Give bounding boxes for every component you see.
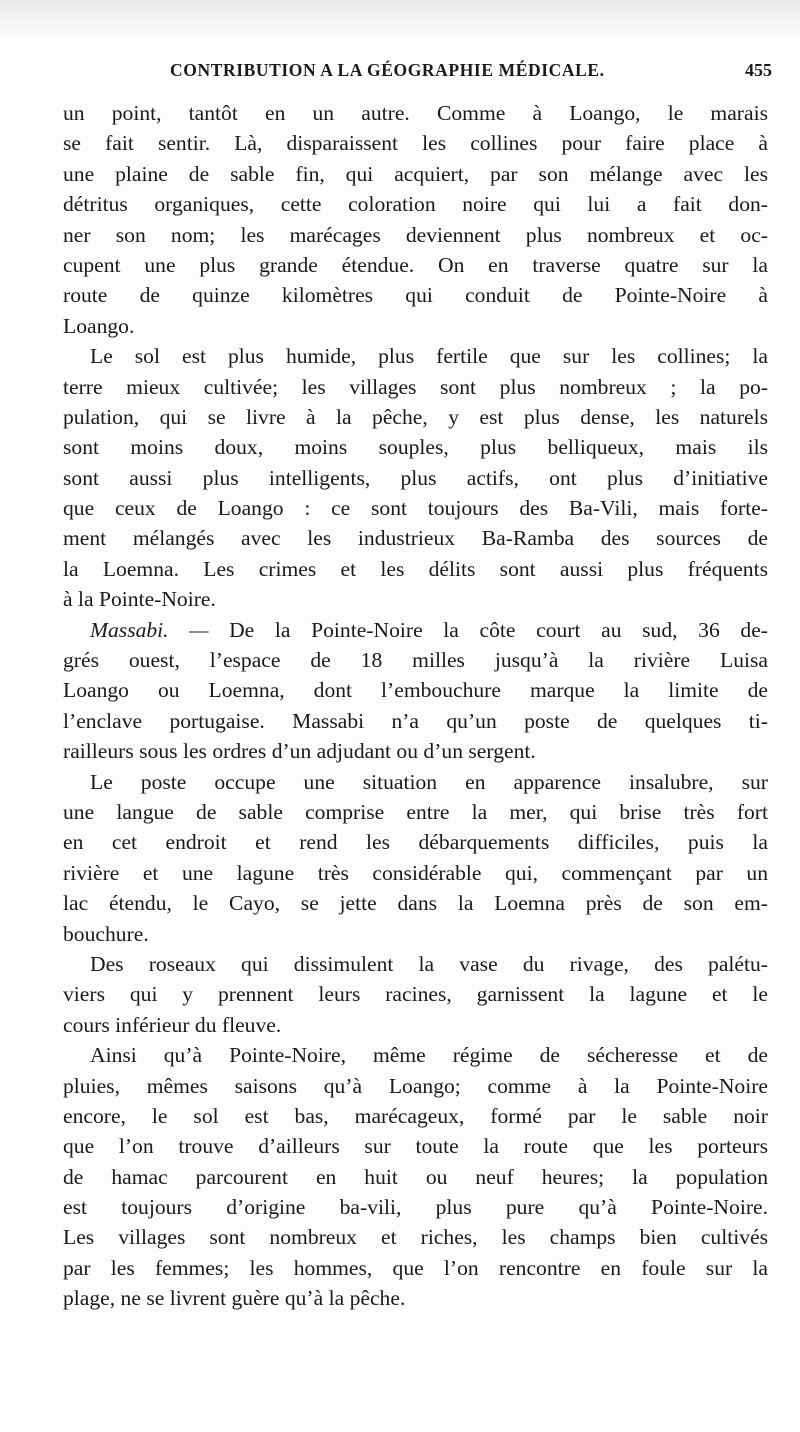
text-line: une langue de sable comprise entre la mer, qui brise très fort bbox=[63, 799, 768, 824]
text-line: grés ouest, l’espace de 18 milles jusqu’à la rivière Luisa bbox=[63, 648, 768, 673]
text-line: que l’on trouve d’ailleurs sur toute la route que les porteurs bbox=[63, 1134, 768, 1159]
text-line: encore, le sol est bas, marécageux, formé par le sable noir bbox=[63, 1103, 768, 1128]
text-line: terre mieux cultivée; les villages sont plus nombreux ; la po- bbox=[63, 374, 768, 399]
text-line: que ceux de Loango : ce sont toujours des Ba-Vili, mais forte- bbox=[63, 496, 768, 521]
text-line: à la Pointe-Noire. bbox=[63, 587, 216, 612]
text-line: plage, ne se livrent guère qu’à la pêche. bbox=[63, 1286, 406, 1311]
running-title: CONTRIBUTION A LA GÉOGRAPHIE MÉDICALE. bbox=[170, 60, 605, 80]
text-line: l’enclave portugaise. Massabi n’a qu’un poste de quelques ti- bbox=[63, 708, 768, 733]
text-line: de hamac parcourent en huit ou neuf heures; la population bbox=[63, 1164, 768, 1189]
text-line-with-lead bbox=[63, 615, 768, 645]
text-line: Des roseaux qui dissimulent la vase du rivage, des palétu- bbox=[90, 951, 768, 976]
text-line: sont aussi plus intelligents, plus actifs, ont plus d’initiative bbox=[63, 465, 768, 490]
text-line: détritus organiques, cette coloration noire qui lui a fait don- bbox=[63, 192, 768, 217]
text-line: un point, tantôt en un autre. Comme à Loango, le marais bbox=[63, 101, 768, 125]
text-line: cupent une plus grande étendue. On en traverse quatre sur la bbox=[63, 252, 768, 277]
text-line: par les femmes; les hommes, que l’on rencontre en foule sur la bbox=[63, 1255, 768, 1280]
section-lead-massabi: Massabi. — bbox=[90, 617, 209, 642]
text-line: viers qui y prennent leurs racines, garnissent la lagune et le bbox=[63, 982, 768, 1007]
text-line: Les villages sont nombreux et riches, les champs bien cultivés bbox=[63, 1225, 768, 1250]
text-line: se fait sentir. Là, disparaissent les collines pour faire place à bbox=[63, 131, 768, 156]
text-line: est toujours d’origine ba-vili, plus pure qu’à Pointe-Noire. bbox=[63, 1195, 768, 1220]
text-line: lac étendu, le Cayo, se jette dans la Loemna près de son em- bbox=[63, 891, 768, 916]
running-header bbox=[60, 60, 772, 88]
text-line: pluies, mêmes saisons qu’à Loango; comme à la Pointe-Noire bbox=[63, 1073, 768, 1098]
text-line: railleurs sous les ordres d’un adjudant ou d’un sergent. bbox=[63, 739, 536, 764]
text-line: route de quinze kilomètres qui conduit de Pointe-Noire à bbox=[63, 283, 768, 308]
text-line: ner son nom; les marécages deviennent plus nombreux et oc- bbox=[63, 222, 768, 247]
text-line: Loango ou Loemna, dont l’embouchure marque la limite de bbox=[63, 678, 768, 703]
text-line: rivière et une lagune très considérable qui, commençant par un bbox=[63, 860, 768, 885]
text-line: Le poste occupe une situation en apparence insalubre, sur bbox=[90, 769, 768, 794]
page-number: 455 bbox=[745, 60, 772, 80]
body-text bbox=[63, 98, 768, 1314]
text-line: sont moins doux, moins souples, plus belliqueux, mais ils bbox=[63, 435, 768, 460]
text-line: Le sol est plus humide, plus fertile que sur les collines; la bbox=[90, 344, 768, 369]
text-line: une plaine de sable fin, qui acquiert, par son mélange avec les bbox=[63, 161, 768, 186]
text-line: cours inférieur du fleuve. bbox=[63, 1012, 282, 1037]
text-line: bouchure. bbox=[63, 921, 149, 946]
text-line: pulation, qui se livre à la pêche, y est plus dense, les naturels bbox=[63, 404, 768, 429]
text-line: Ainsi qu’à Pointe-Noire, même régime de sécheresse et de bbox=[90, 1043, 768, 1068]
text-line-rest: De la Pointe-Noire la côte court au sud, 36 de- bbox=[229, 617, 768, 642]
text-line: Loango. bbox=[63, 313, 135, 338]
text-line: la Loemna. Les crimes et les délits sont aussi plus fréquents bbox=[63, 556, 768, 581]
page-top-shadow bbox=[0, 0, 800, 40]
text-line: en cet endroit et rend les débarquements difficiles, puis la bbox=[63, 830, 768, 855]
text-line: ment mélangés avec les industrieux Ba-Ramba des sources de bbox=[63, 526, 768, 551]
